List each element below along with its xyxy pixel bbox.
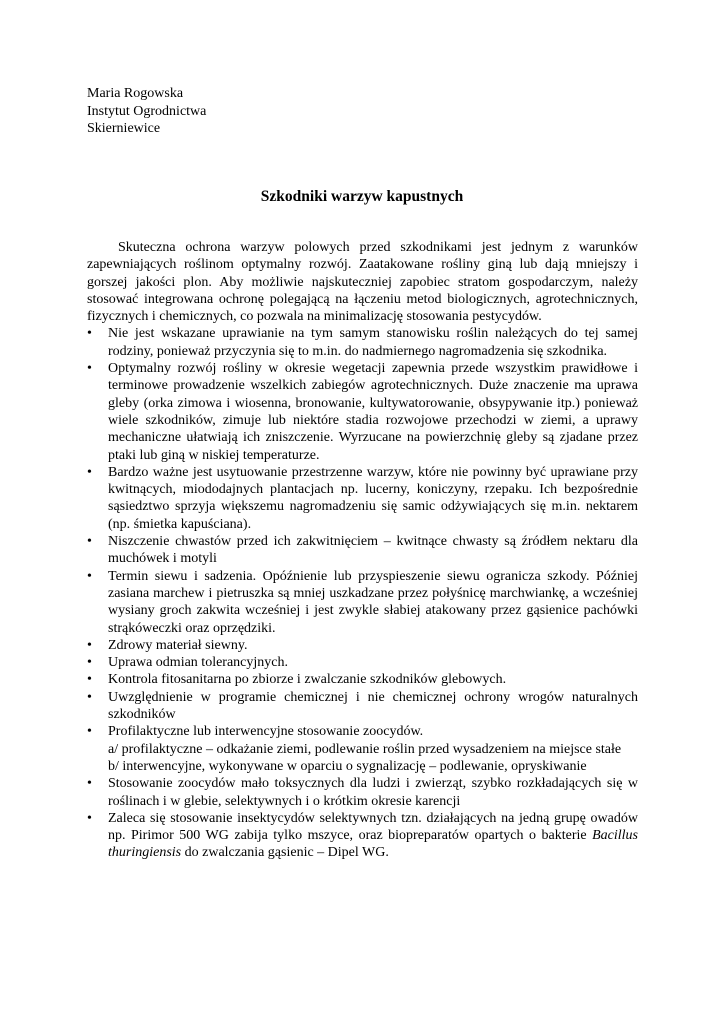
list-item [87, 775, 638, 810]
list-item [87, 360, 638, 464]
bullet-icon: • [87, 655, 92, 671]
list-item [87, 689, 638, 724]
sub-item-b: b/ interwencyjne, wykonywane w oparciu o sygnalizację – podlewanie, opryskiwanie [108, 758, 587, 774]
list-item-text: Nie jest wskazane uprawianie na tym samym stanowisku roślin należących do tej samej rodziny, ponieważ przyczynia się to m.in. do nadmiernego nagromadzenia się szkodnika. [108, 326, 638, 359]
bullet-icon: • [87, 776, 92, 792]
bullet-icon: • [87, 724, 92, 740]
bullet-icon: • [87, 361, 92, 377]
list-item-text: Termin siewu i sadzenia. Opóźnienie lub przyspieszenie siewu ogranicza szkody. Później zasiana marchew i pietruszka są mniej uszkadzane przez połyśnicę marchwiankę, a wcześniej wysiany groch zakwita wcześniej i jest zwykle słabiej atakowany przez gąsienice pachówki strąkóweczki oraz oprzędziki. [108, 568, 638, 636]
list-item [87, 810, 638, 862]
list-item [87, 637, 638, 654]
list-item-text: Zdrowy materiał siewny. [108, 637, 248, 653]
bullet-icon: • [87, 326, 92, 342]
list-item [87, 568, 638, 637]
species-name: Bacillus thuringiensis [108, 828, 638, 861]
list-item-text: Kontrola fitosanitarna po zbiorze i zwalczanie szkodników glebowych. [108, 672, 507, 688]
list-item-text-end: do zwalczania gąsienic – Dipel WG. [181, 845, 389, 861]
list-item-zoocydy [87, 723, 638, 775]
bullet-icon: • [87, 637, 92, 653]
sub-item-a: a/ profilaktyczne – odkażanie ziemi, podlewanie roślin przed wysadzeniem na miejsce stałe [108, 741, 622, 757]
list-item [87, 671, 638, 688]
document-body [87, 239, 638, 862]
list-item-text: Zaleca się stosowanie insektycydów selektywnych tzn. działających na jedną grupę owadów np. Pirimor 500 WG zabija tylko mszyce, oraz biopreparatów opartych o bakterie [108, 810, 638, 844]
intro-paragraph: Skuteczna ochrona warzyw polowych przed szkodnikami jest jednym z warunków zapewniających roślinom optymalny rozwój. Zaatakowane rośliny giną lub dają mniejszy i gorszej jakości plon. Aby możliwie najskuteczniej zapobiec stratom gospodarczym, należy stosować integrowana ochronę polegającą na łączeniu metod biologicznych, agrotechnicznych, fizycznych i chemicznych, co pozwala na minimalizację stosowania pestycydów. [87, 240, 638, 325]
bullet-list [87, 325, 638, 861]
list-item-text: Bardzo ważne jest usytuowanie przestrzenne warzyw, które nie powinny być uprawiane przy kwitnących, miododajnych plantacjach np. lucerny, koniczyny, rzepaku. Ich bezpośrednie sąsiedztwo sprzyja większemu nagromadzeniu się samic odżywiających się m.in. nektarem (np. śmietka kapuściana). [108, 464, 638, 532]
list-item-text: Uprawa odmian tolerancyjnych. [108, 655, 288, 671]
bullet-icon: • [87, 672, 92, 688]
bullet-icon: • [87, 464, 92, 480]
author-institute: Instytut Ogrodnictwa [87, 103, 207, 119]
author-name: Maria Rogowska [87, 86, 184, 101]
list-item-text: Optymalny rozwój rośliny w okresie wegetacji zapewnia przede wszystkim prawidłowe i terminowe prowadzenie wszelkich zabiegów agrotechnicznych. Duże znaczenie ma uprawa gleby (orka zimowa i wiosenna, bronowanie, kultywatorowanie, obsypywanie itp.) ponieważ wiele szkodników, zimuje lub niektóre stadia rozwojowe przechodzi w ziemi, a uprawy mechaniczne ułatwiają ich zniszczenie. Wyrzucane na powierzchnię gleby są zjadane przez ptaki lub giną w niskiej temperaturze. [108, 361, 638, 463]
list-item [87, 464, 638, 533]
list-item [87, 654, 638, 671]
list-item [87, 533, 638, 568]
bullet-icon: • [87, 568, 92, 584]
bullet-icon: • [87, 810, 92, 826]
author-block [87, 85, 206, 138]
bullet-icon: • [87, 689, 92, 705]
list-item-text: Stosowanie zoocydów mało toksycznych dla ludzi i zwierząt, szybko rozkładających się w roślinach i w glebie, selektywnych i o krótkim okresie karencji [108, 776, 638, 809]
bullet-icon: • [87, 534, 92, 550]
list-item-text: Uwzględnienie w programie chemicznej i nie chemicznej ochrony wrogów naturalnych szkodników [108, 689, 638, 723]
list-item [87, 325, 638, 360]
document-title: Szkodniki warzyw kapustnych [260, 188, 464, 205]
list-item-text: Profilaktyczne lub interwencyjne stosowanie zoocydów. [108, 724, 424, 740]
list-item-text: Niszczenie chwastów przed ich zakwitnięciem – kwitnące chwasty są źródłem nektaru dla muchówek i motyli [108, 534, 638, 567]
author-city: Skierniewice [87, 121, 161, 136]
